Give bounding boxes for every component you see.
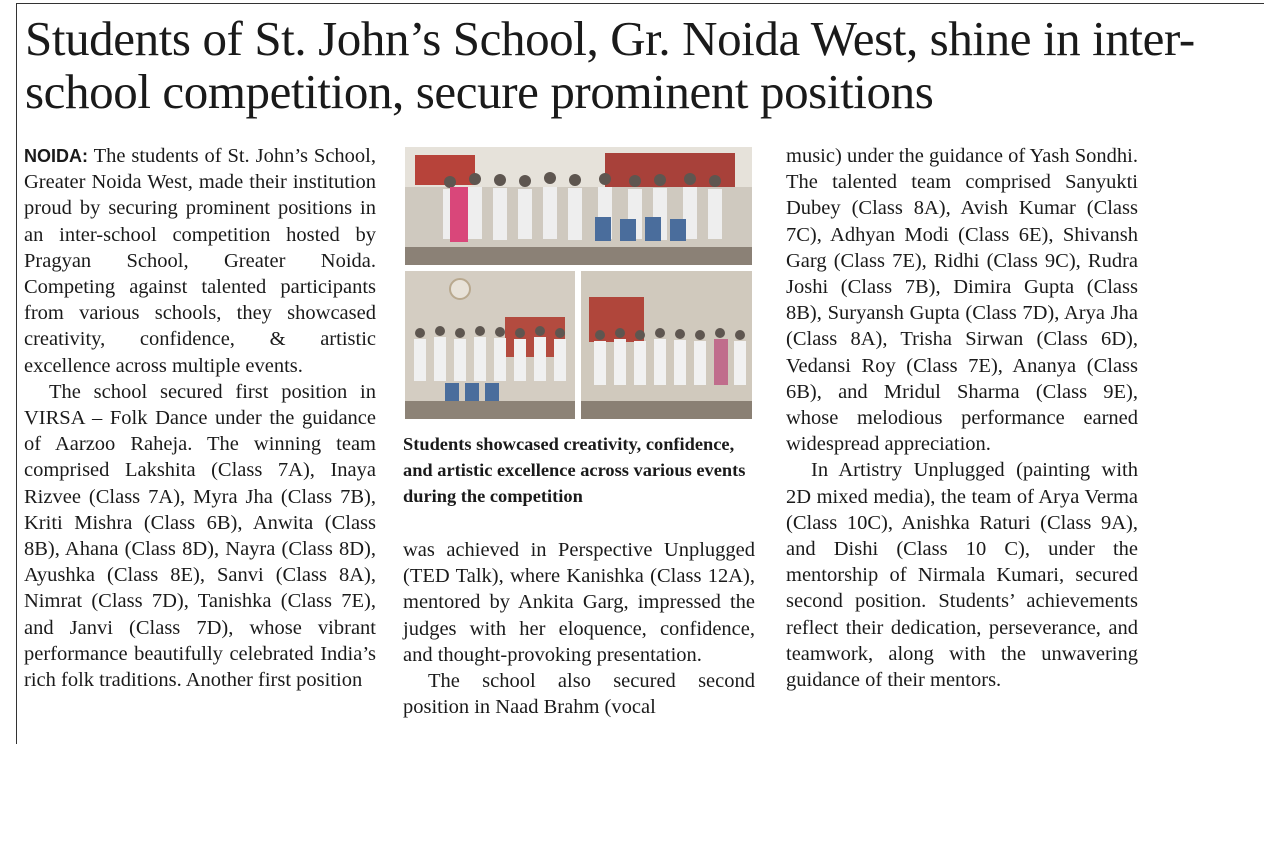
headline: Students of St. John’s School, Gr. Noida West, shine in inter-school competition, secure prominent positions [25, 11, 1195, 119]
paragraph-5: music) under the guidance of Yash Sondhi. The talented team comprised Sanyukti Dubey (Class 8A), Avish Kumar (Class 7C), Adhyan Modi (Class 6E), Shivansh Garg (Class 7E), Ridhi (Class 9C), Rudra Joshi (Class 7B), Dimira Gupta (Class 8B), Suryansh Gupta (Class 7D), Arya Jha (Class 8A), Trisha Sirwan (Class 6D), Vedansi Roy (Class 7E), Ananya (Class 6B), and Mridul Sharma (Class 9E), whose melodious performance earned widespread appreciation. [786, 145, 1138, 456]
paragraph-1-text: The students of St. John’s School, Greater Noida West, made their institution proud by securing prominent positions in an inter-school competition hosted by Pragyan School, Greater Noida. Competing against talented participants from various schools, they showcased creativity, confidence, & artistic excellence across multiple events. [24, 145, 376, 377]
paragraph-2: The school secured first position in VIRSA – Folk Dance under the guidance of Aarzoo Raheja. The winning team comprised Lakshita (Class 7A), Inaya Rizvee (Class 7A), Myra Jha (Class 7B), Kriti Mishra (Class 6B), Anwita (Class 8B), Ahana (Class 8D), Nayra (Class 8D), Ayushka (Class 8E), Sanvi (Class 8A), Nimrat (Class 7D), Tanishka (Class 7E), and Janvi (Class 7D), whose vibrant performance beautifully celebrated India’s rich folk traditions. Another first position [24, 380, 376, 692]
photo-caption: Students showcased creativity, confidence, and artistic excellence across various events during the competition [403, 434, 746, 506]
paragraph-6: In Artistry Unplugged (painting with 2D mixed media), the team of Arya Verma (Class 10C), Anishka Raturi (Class 9A), and Dishi (Class 10 C), under the mentorship of Nirmala Kumari, secured second position. Students’ achievements reflect their dedication, perseverance, and teamwork, along with the unwavering guidance of their mentors. [786, 459, 1138, 692]
news-photo-collage [405, 147, 752, 419]
paragraph-1 [24, 143, 376, 379]
dateline: NOIDA: [24, 146, 88, 166]
paragraph-4: The school also secured second position in Naad Brahm (vocal [403, 670, 755, 719]
top-border-rule [16, 3, 1264, 4]
article-column-1 [24, 143, 376, 693]
article-column-3 [786, 143, 1138, 693]
paragraph-3: was achieved in Perspective Unplugged (TED Talk), where Kanishka (Class 12A), mentored by Ankita Garg, impressed the judges with her eloquence, confidence, and thought-provoking presentation. [403, 539, 755, 666]
left-border-rule [16, 4, 17, 744]
article-column-2 [403, 537, 755, 720]
